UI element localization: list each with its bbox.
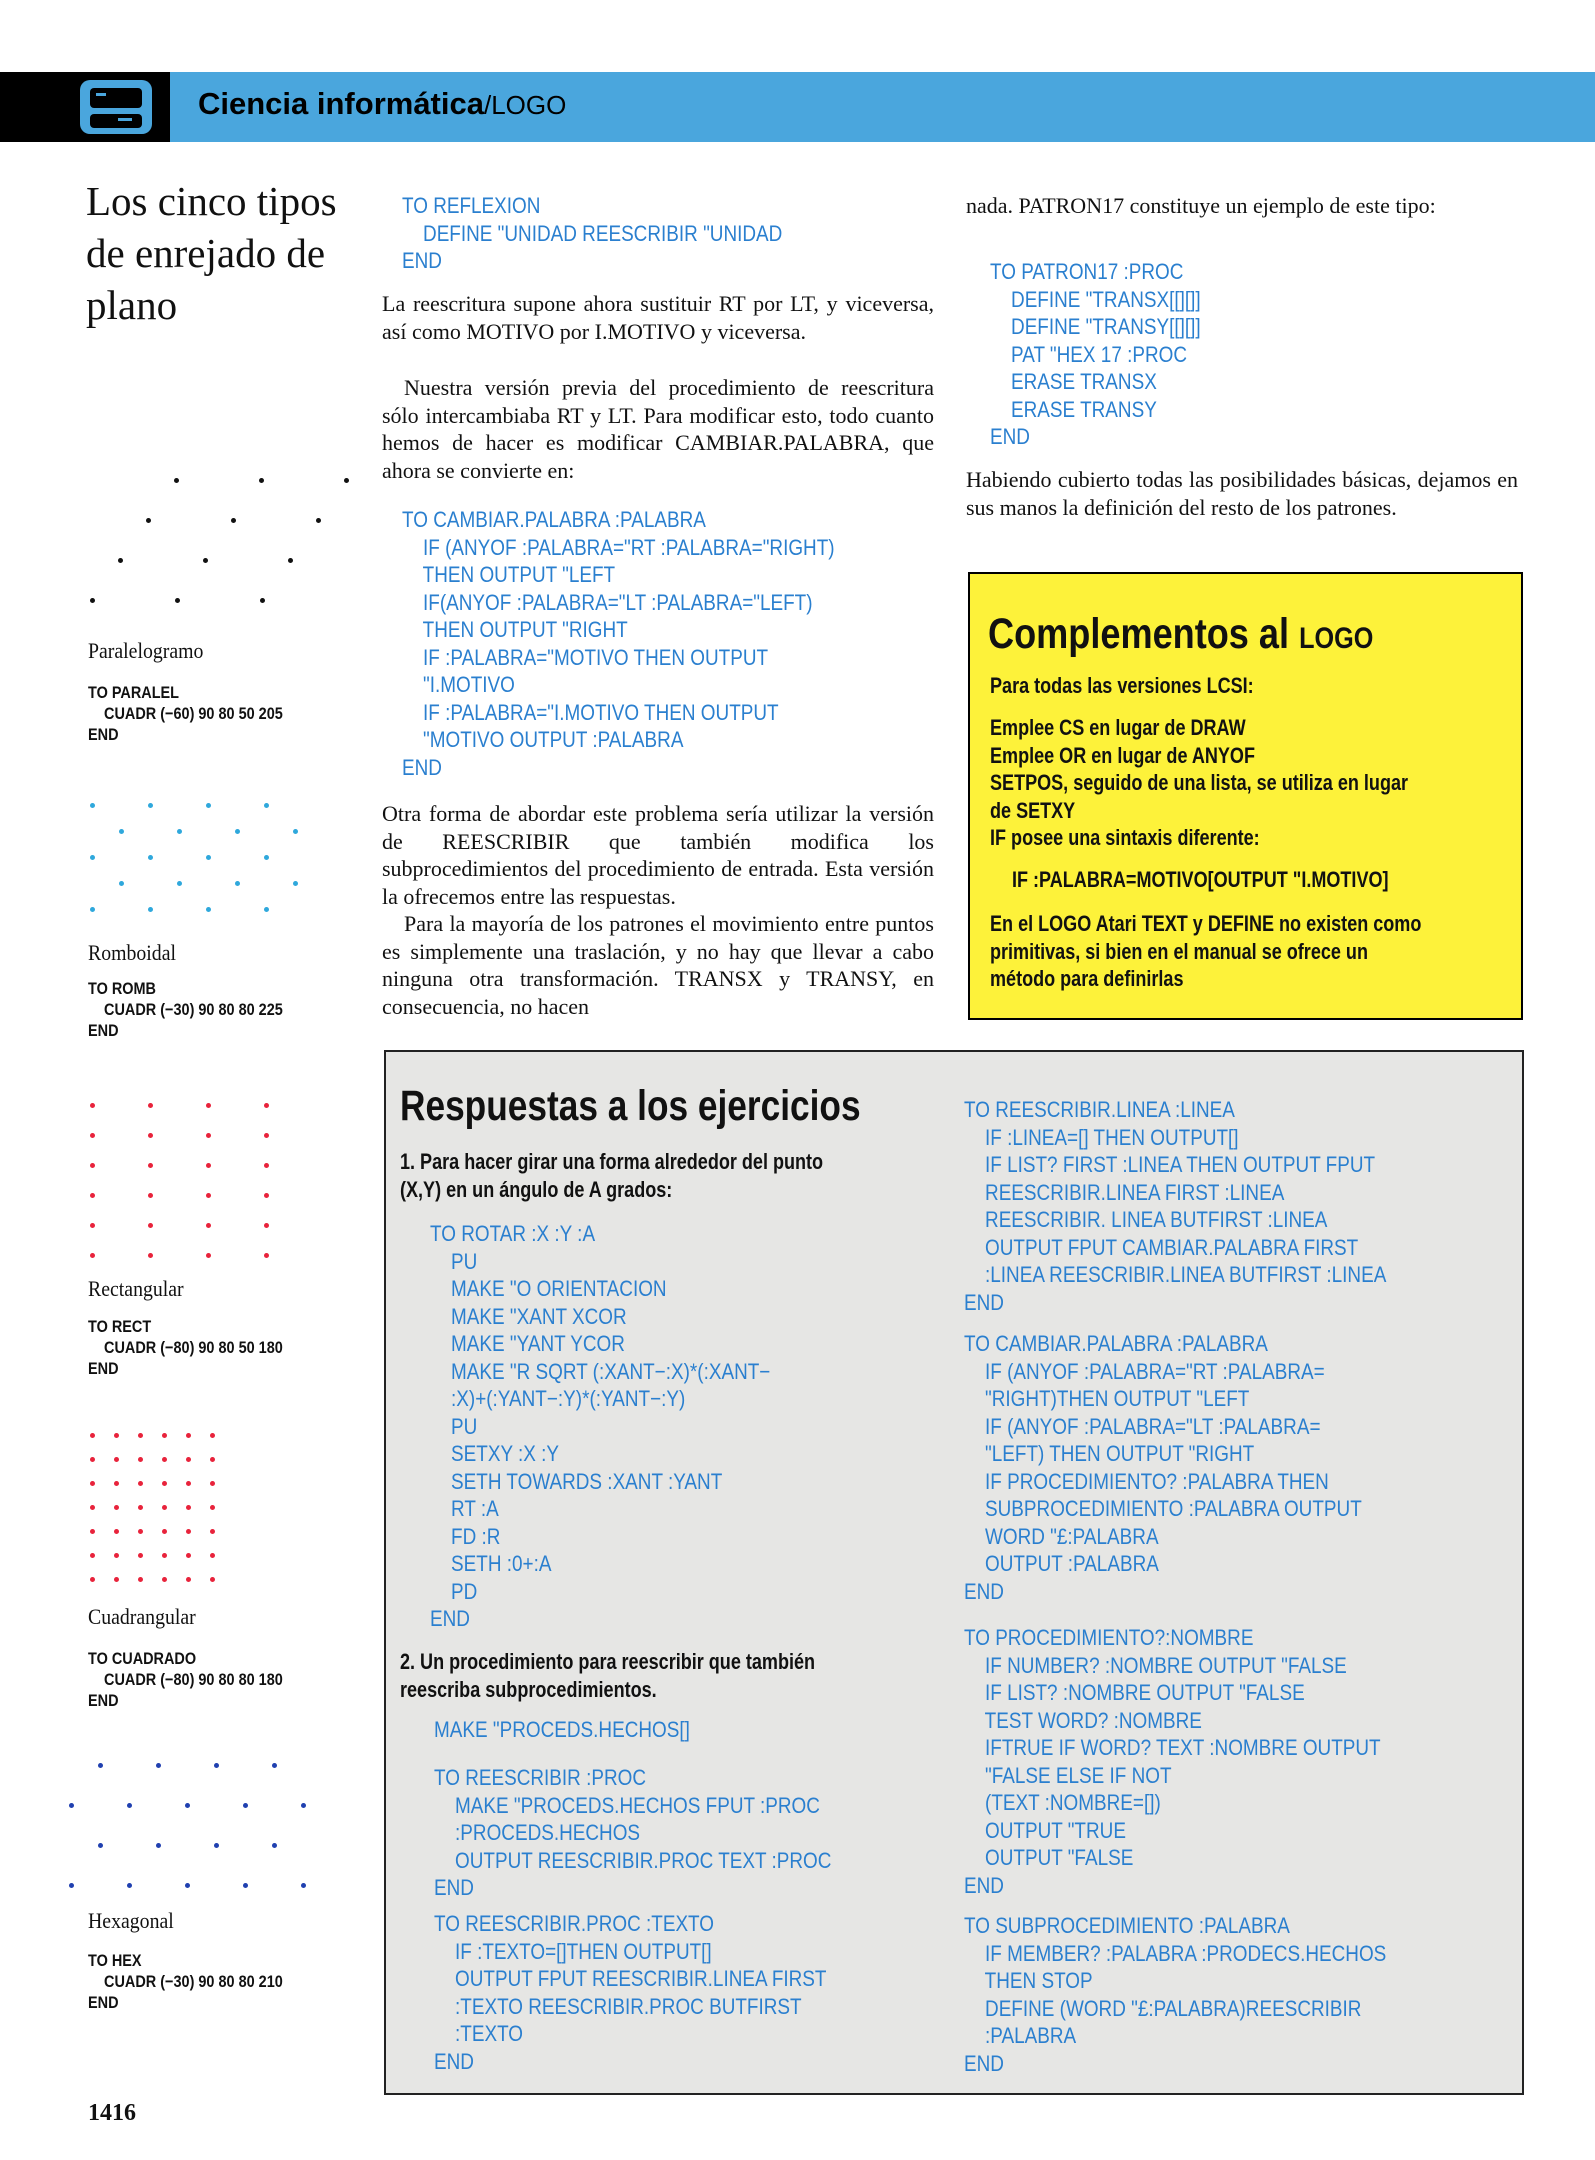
pattern-name-paralelogramo: Paralelogramo — [88, 638, 204, 663]
lattice-dot — [272, 1843, 277, 1848]
code-reescribir-proc: TO REESCRIBIR.PROC :TEXTO IF :TEXTO=[]THEN OUTPUT[] OUTPUT FPUT REESCRIBIR.LINEA FIRST :TEXTO REESCRIBIR.PROC BUTFIRST :TEXTO END — [434, 1911, 827, 2074]
code-reescribir-linea: TO REESCRIBIR.LINEA :LINEA IF :LINEA=[] THEN OUTPUT[] IF LIST? FIRST :LINEA THEN OUTPUT FPUT REESCRIBIR.LINEA FIRST :LINEA REESCRIBIR. LINEA BUTFIRST :LINEA OUTPUT FPUT CAMBIAR.PALABRA FIRST :LINEA REESCRIBIR.LINEA BUTFIRST :LINEA END — [964, 1097, 1387, 1315]
lattice-dot — [90, 907, 95, 912]
lattice-dot — [69, 1803, 74, 1808]
lattice-dot — [90, 1505, 95, 1510]
code-subprocedimiento: TO SUBPROCEDIMIENTO :PALABRA IF MEMBER? :PALABRA :PRODECS.HECHOS THEN STOP DEFINE (WORD "£:PALABRA)REESCRIBIR :PALABRA END — [964, 1913, 1387, 2076]
section-title: Ciencia informática/LOGO — [198, 86, 567, 121]
lattice-dot — [114, 1529, 119, 1534]
code-patron17: TO PATRON17 :PROC DEFINE "TRANSX[[][]] DEFINE "TRANSY[[][]] PAT "HEX 17 :PROC ERASE TRANSX ERASE TRANSY END — [990, 259, 1201, 449]
lattice-dot — [114, 1481, 119, 1486]
lattice-dot — [259, 478, 264, 483]
lattice-dot — [206, 1223, 211, 1228]
code-make-proceds: MAKE "PROCEDS.HECHOS[] — [434, 1717, 690, 1742]
lattice-dot — [175, 598, 180, 603]
lattice-dot — [148, 1103, 153, 1108]
lattice-dot — [90, 1223, 95, 1228]
cuadrangular-dot-grid — [80, 1425, 280, 1590]
pattern-name-cuadrangular: Cuadrangular — [88, 1604, 196, 1629]
lattice-dot — [186, 1529, 191, 1534]
lattice-dot — [206, 1133, 211, 1138]
lattice-dot — [156, 1843, 161, 1848]
lattice-dot — [114, 1457, 119, 1462]
lattice-dot — [293, 829, 298, 834]
lattice-dot — [148, 803, 153, 808]
lattice-dot — [301, 1803, 306, 1808]
lattice-dot — [301, 1883, 306, 1888]
paragraph-patron17: nada. PATRON17 constituye un ejemplo de este tipo: — [966, 193, 1436, 218]
lattice-dot — [119, 829, 124, 834]
lattice-dot — [206, 855, 211, 860]
pattern-code-cuadrangular: TO CUADRADO CUADR (−80) 90 80 80 180 END — [88, 1649, 283, 1710]
lattice-dot — [162, 1577, 167, 1582]
lattice-dot — [264, 1223, 269, 1228]
lattice-dot — [114, 1433, 119, 1438]
lattice-dot — [148, 1253, 153, 1258]
lattice-dot — [148, 855, 153, 860]
paragraph-mayoria-patrones: Para la mayoría de los patrones el movimiento entre puntos es simplemente una traslación, y no hay que llevar a cabo ninguna otra transformación. TRANSX y TRANSY, en consecuencia, no hacen — [382, 911, 934, 1019]
pattern-code-paralelogramo: TO PARALEL CUADR (−60) 90 80 50 205 END — [88, 683, 283, 744]
code-reflexion: TO REFLEXION DEFINE "UNIDAD REESCRIBIR "UNIDAD END — [402, 193, 783, 273]
code-cambiar-palabra-2: TO CAMBIAR.PALABRA :PALABRA IF (ANYOF :PALABRA="RT :PALABRA= "RIGHT)THEN OUTPUT "LEFT IF (ANYOF :PALABRA="LT :PALABRA= "LEFT) THEN OUTPUT "RIGHT IF PROCEDIMIENTO? :PALABRA THEN SUBPROCEDIMIENTO :PALABRA OUTPUT WORD "£:PALABRA OUTPUT :PALABRA END — [964, 1331, 1362, 1604]
lattice-dot — [162, 1505, 167, 1510]
sidebar-heading: Los cinco tipos de enrejado de plano — [86, 178, 337, 328]
lattice-dot — [264, 1103, 269, 1108]
lattice-dot — [114, 1577, 119, 1582]
lattice-dot — [138, 1553, 143, 1558]
lattice-dot — [98, 1843, 103, 1848]
lattice-dot — [90, 803, 95, 808]
lattice-dot — [127, 1803, 132, 1808]
lattice-dot — [185, 1803, 190, 1808]
lattice-dot — [162, 1433, 167, 1438]
page-number: 1416 — [88, 2100, 136, 2126]
complementos-example: IF :PALABRA=MOTIVO[OUTPUT "I.MOTIVO] — [1012, 867, 1389, 892]
lattice-dot — [69, 1883, 74, 1888]
lattice-dot — [272, 1763, 277, 1768]
lattice-dot — [235, 881, 240, 886]
lattice-dot — [90, 1481, 95, 1486]
lattice-dot — [138, 1529, 143, 1534]
lattice-dot — [206, 1103, 211, 1108]
lattice-dot — [264, 1163, 269, 1168]
lattice-dot — [206, 803, 211, 808]
lattice-dot — [185, 1883, 190, 1888]
pattern-code-hexagonal: TO HEX CUADR (−30) 90 80 80 210 END — [88, 1951, 283, 2012]
pattern-code-romboidal: TO ROMB CUADR (−30) 90 80 80 225 END — [88, 979, 283, 1040]
lattice-dot — [148, 1193, 153, 1198]
pattern-name-rectangular: Rectangular — [88, 1276, 184, 1301]
lattice-dot — [210, 1505, 215, 1510]
lattice-dot — [264, 1133, 269, 1138]
lattice-dot — [210, 1529, 215, 1534]
lattice-dot — [138, 1481, 143, 1486]
lattice-dot — [264, 1193, 269, 1198]
lattice-dot — [264, 1253, 269, 1258]
lattice-dot — [90, 1457, 95, 1462]
lattice-dot — [186, 1505, 191, 1510]
lattice-dot — [148, 1163, 153, 1168]
complementos-title: Complementos al LOGO — [988, 610, 1374, 658]
romboidal-dot-grid — [80, 795, 280, 935]
lattice-dot — [90, 1193, 95, 1198]
lattice-dot — [162, 1481, 167, 1486]
lattice-dot — [138, 1457, 143, 1462]
lattice-dot — [114, 1553, 119, 1558]
lattice-dot — [206, 1253, 211, 1258]
lattice-dot — [90, 1133, 95, 1138]
lattice-dot — [138, 1577, 143, 1582]
lattice-dot — [90, 1103, 95, 1108]
code-rotar: TO ROTAR :X :Y :A PU MAKE "O ORIENTACION MAKE "XANT XCOR MAKE "YANT YCOR MAKE "R SQRT (:XANT−:X)*(:XANT− :X)+(:YANT−:Y)*(:YANT−:Y) PU SETXY :X :Y SETH TOWARDS :XANT :YANT RT :A FD :R SETH :0+:A PD END — [430, 1221, 771, 1631]
lattice-dot — [90, 1253, 95, 1258]
lattice-dot — [214, 1843, 219, 1848]
lattice-dot — [118, 558, 123, 563]
complementos-footer: En el LOGO Atari TEXT y DEFINE no existen como primitivas, si bien en el manual se ofrece un método para definirlas — [990, 911, 1422, 991]
lattice-dot — [231, 518, 236, 523]
lattice-dot — [162, 1457, 167, 1462]
lattice-dot — [210, 1553, 215, 1558]
lattice-dot — [214, 1763, 219, 1768]
lattice-dot — [162, 1553, 167, 1558]
lattice-dot — [177, 881, 182, 886]
complementos-intro: Para todas las versiones LCSI: — [990, 673, 1254, 698]
lattice-dot — [98, 1763, 103, 1768]
lattice-dot — [203, 558, 208, 563]
lattice-dot — [210, 1433, 215, 1438]
question-2: 2. Un procedimiento para reescribir que también reescriba subprocedimientos. — [400, 1649, 816, 1702]
lattice-dot — [146, 518, 151, 523]
lattice-dot — [316, 518, 321, 523]
lattice-dot — [90, 1577, 95, 1582]
lattice-dot — [186, 1457, 191, 1462]
paralelogramo-dot-grid — [80, 470, 340, 610]
lattice-dot — [148, 907, 153, 912]
lattice-dot — [186, 1553, 191, 1558]
paragraph-otra-forma: Otra forma de abordar este problema sería utilizar la versión de REESCRIBIR que también modifica los subprocedimientos del procedimiento de entrada. Esta versión la ofrecemos entre las respuestas. — [382, 801, 934, 909]
lattice-dot — [114, 1505, 119, 1510]
code-reescribir: TO REESCRIBIR :PROC MAKE "PROCEDS.HECHOS FPUT :PROC :PROCEDS.HECHOS OUTPUT REESCRIBIR.PROC TEXT :PROC END — [434, 1765, 832, 1900]
lattice-dot — [210, 1481, 215, 1486]
lattice-dot — [243, 1803, 248, 1808]
computer-icon — [78, 78, 154, 136]
lattice-dot — [206, 907, 211, 912]
lattice-dot — [243, 1883, 248, 1888]
lattice-dot — [260, 598, 265, 603]
lattice-dot — [148, 1133, 153, 1138]
lattice-dot — [344, 478, 349, 483]
lattice-dot — [206, 1193, 211, 1198]
pattern-name-romboidal: Romboidal — [88, 940, 177, 965]
lattice-dot — [148, 1223, 153, 1228]
lattice-dot — [293, 881, 298, 886]
paragraph-version-previa: Nuestra versión previa del procedimiento de reescritura sólo intercambiaba RT y LT. Para modificar esto, todo cuanto hemos de hacer es modificar CAMBIAR.PALABRA, que ahora se convierte en: — [382, 375, 934, 483]
lattice-dot — [210, 1577, 215, 1582]
lattice-dot — [174, 478, 179, 483]
lattice-dot — [264, 803, 269, 808]
lattice-dot — [206, 1163, 211, 1168]
lattice-dot — [138, 1433, 143, 1438]
paragraph-habiendo-cubierto: Habiendo cubierto todas las posibilidades básicas, dejamos en sus manos la definición del resto de los patrones. — [966, 467, 1518, 520]
lattice-dot — [186, 1433, 191, 1438]
lattice-dot — [138, 1505, 143, 1510]
lattice-dot — [186, 1481, 191, 1486]
complementos-list: Emplee CS en lugar de DRAW Emplee OR en lugar de ANYOF SETPOS, seguido de una lista, se utiliza en lugar de SETXY IF posee una sintaxis diferente: — [990, 715, 1409, 850]
lattice-dot — [264, 855, 269, 860]
lattice-dot — [90, 1433, 95, 1438]
lattice-dot — [210, 1457, 215, 1462]
lattice-dot — [186, 1577, 191, 1582]
lattice-dot — [119, 881, 124, 886]
pattern-code-rectangular: TO RECT CUADR (−80) 90 80 50 180 END — [88, 1317, 283, 1378]
paragraph-reescritura: La reescritura supone ahora sustituir RT por LT, y viceversa, así como MOTIVO por I.MOTIVO y viceversa. — [382, 291, 934, 344]
hexagonal-dot-grid — [80, 1755, 340, 1905]
rectangular-dot-grid — [80, 1095, 300, 1255]
lattice-dot — [177, 829, 182, 834]
lattice-dot — [90, 1163, 95, 1168]
question-1: 1. Para hacer girar una forma alrededor del punto (X,Y) en un ángulo de A grados: — [400, 1149, 824, 1202]
lattice-dot — [90, 855, 95, 860]
code-procedimiento: TO PROCEDIMIENTO?:NOMBRE IF NUMBER? :NOMBRE OUTPUT "FALSE IF LIST? :NOMBRE OUTPUT "FALSE TEST WORD? :NOMBRE IFTRUE IF WORD? TEXT :NOMBRE OUTPUT "FALSE ELSE IF NOT (TEXT :NOMBRE=[]) OUTPUT "TRUE OUTPUT "FALSE END — [964, 1625, 1381, 1898]
lattice-dot — [264, 907, 269, 912]
lattice-dot — [162, 1529, 167, 1534]
lattice-dot — [90, 1529, 95, 1534]
respuestas-title: Respuestas a los ejercicios — [400, 1082, 861, 1130]
lattice-dot — [288, 558, 293, 563]
pattern-name-hexagonal: Hexagonal — [88, 1908, 174, 1933]
lattice-dot — [235, 829, 240, 834]
code-cambiar-palabra: TO CAMBIAR.PALABRA :PALABRA IF (ANYOF :PALABRA="RT :PALABRA="RIGHT) THEN OUTPUT "LEFT IF(ANYOF :PALABRA="LT :PALABRA="LEFT) THEN OUTPUT "RIGHT IF :PALABRA="MOTIVO THEN OUTPUT "I.MOTIVO IF :PALABRA="I.MOTIVO THEN OUTPUT "MOTIVO OUTPUT :PALABRA END — [402, 507, 835, 780]
lattice-dot — [127, 1883, 132, 1888]
lattice-dot — [90, 1553, 95, 1558]
lattice-dot — [156, 1763, 161, 1768]
lattice-dot — [90, 598, 95, 603]
